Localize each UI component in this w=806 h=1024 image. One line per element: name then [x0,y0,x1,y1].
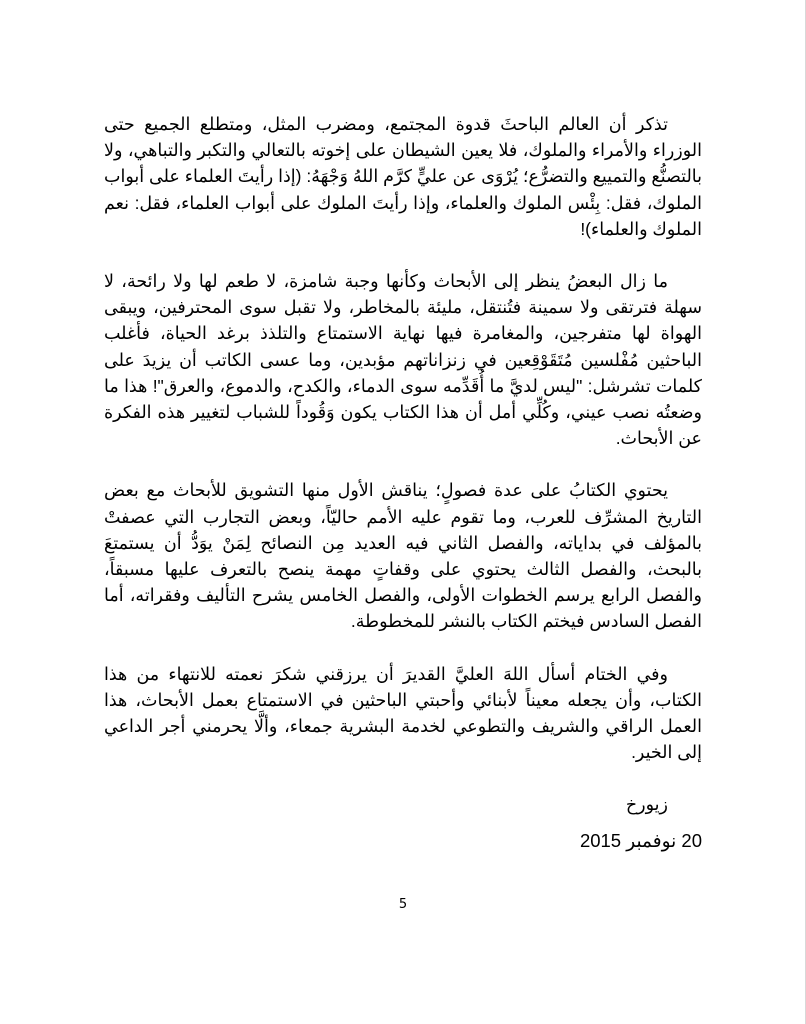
signature-date: 20 نوفمبر 2015 [579,829,702,851]
page-number: 5 [398,897,408,912]
paragraph-closing: وفي الختام أسأل اللهَ العليَّ القديرَ أن يرزقني شكرَ نعمته للانتهاء من هذا الكتاب، وأن يجعله معيناً لأبنائي وأحبتي الباحثين في الاستمتاع بعمل الأبحاث، هذا العمل الراقي والشريف والتطوعي لخدمة البشرية جمعاء، وألَّا يحرمني أجر الداعي إلى الخير. [104,663,702,763]
signature-place: زيورخ [625,794,668,815]
paragraph-scholar-role: تذكر أن العالم الباحثَ قدوة المجتمع، ومضرب المثل، ومتطلع الجميع حتى الوزراء والأمراء والملوك، فلا يعين الشيطان على إخوته بالتعالي والتكبر والتباهي، ولا بالتصنُّع والتمييع والتضرُّع؛ يُرْوَى عن عليٍّ كرَّم اللهُ وَجْهَهُ: (إذا رأيتَ العلماء على أبواب الملوك، فقل: بِئْس الملوك والعلماء، وإذا رأيتَ الملوك على أبواب العلماء، فقل: نعم الملوك والعلماء)! [104,114,702,239]
page-body [104,111,702,854]
paragraph-research-perception: ما زال البعضُ ينظر إلى الأبحاث وكأنها وجبة شامزة، لا طعم لها ولا رائحة، لا سهلة فترتقى ولا سمينة فتُنتقل، مليئة بالمخاطر، ولا تقبل سوى المحترفين، ويبقى الهواة لها متفرجين، والمغامرة فيها نهاية الاستمتاع والتلذذ برغد الحياة، فأغلب الباحثين مُفْلسين مُتَقَوْقِعين في زنزاناتهم مؤبدين، وما عسى الكاتب أن يزيدَ على كلمات تشرشل: "ليس لديَّ ما أُقَدِّمه سوى الدماء، والكدح، والدموع، والعرق"! هذا ما وضعتُه نصب عيني، وكُلِّي أمل أن هذا الكتاب يكون وَقُوداً للشباب لتغيير هذه الفكرة عن الأبحاث. [104,271,702,449]
paragraph-book-chapters: يحتوي الكتابُ على عدة فصولٍ؛ يناقش الأول منها التشويق للأبحاث مع بعض التاريخ المشرِّف للعرب، وما تقوم عليه الأمم حاليّاً، وبعض التجارب التي عصفتْ بالمؤلف في بداياته، والفصل الثاني فيه العديد مِن النصائح لِمَنْ يوَدُّ أن يستمتعَ بالبحث، والفصل الثالث يحتوي على وقفاتٍ مهمة ينصح بالتعرف عليها مسبقاً، والفصل الرابع يرسم الخطوات الأولى، والفصل الخامس يشرح التأليف وفقراته، أما الفصل السادس فيختم الكتاب بالنشر للمخطوطة. [104,480,702,632]
